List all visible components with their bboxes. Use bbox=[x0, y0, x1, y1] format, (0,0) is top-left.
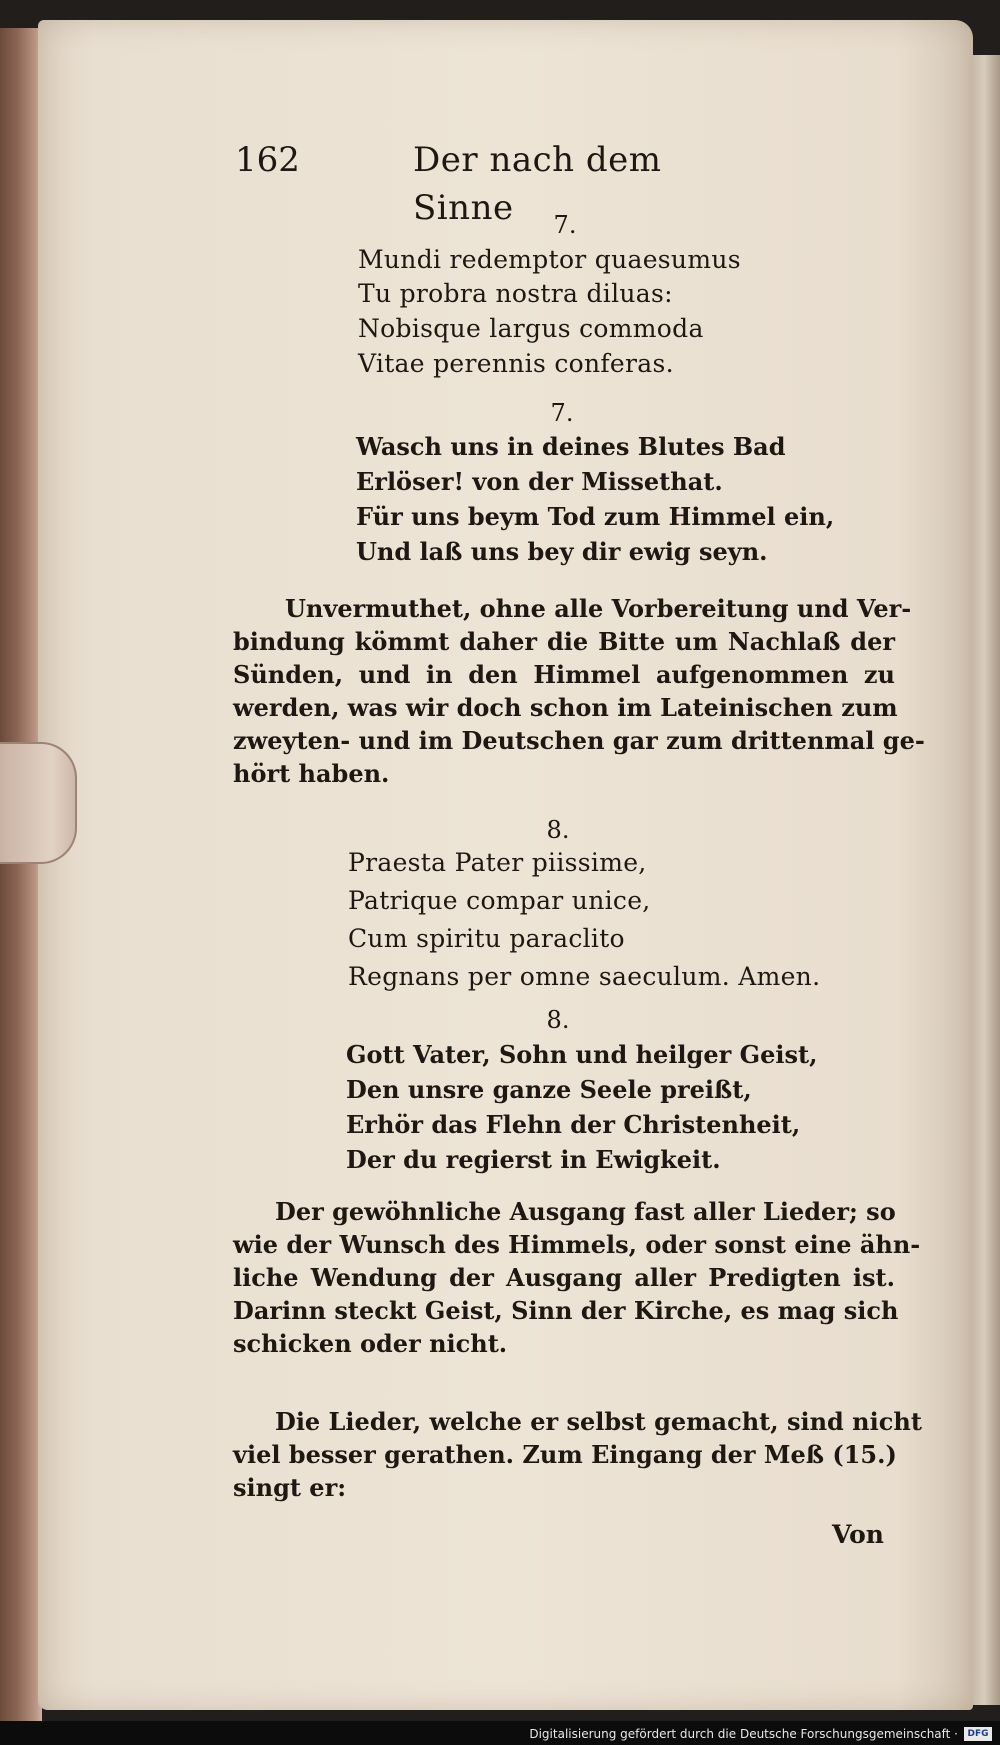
verse-line: Und laß uns bey dir ewig seyn. bbox=[356, 537, 768, 566]
paragraph-line: singt er: bbox=[233, 1473, 347, 1502]
dfg-logo: DFG bbox=[964, 1727, 992, 1741]
paragraph-line: Die Lieder, welche er selbst gemacht, sind nicht bbox=[275, 1407, 922, 1436]
page-number: 162 bbox=[235, 140, 300, 180]
book-clasp bbox=[0, 742, 77, 864]
verse-line: Cum spiritu paraclito bbox=[348, 924, 625, 953]
verse-line: Regnans per omne saeculum. Amen. bbox=[348, 962, 821, 991]
book-cover-edge bbox=[0, 28, 42, 1723]
paragraph-line: Darinn steckt Geist, Sinn der Kirche, es mag sich bbox=[233, 1296, 899, 1325]
commentary-paragraph bbox=[233, 592, 925, 790]
paragraph-line: bindung kömmt daher die Bitte um Nachlaß der bbox=[233, 627, 895, 656]
verse-line: Erlöser! von der Missethat. bbox=[356, 467, 723, 496]
running-title: Der nach dem Sinne bbox=[413, 140, 662, 228]
verse-line: Den unsre ganze Seele preißt, bbox=[346, 1075, 752, 1104]
catchword: Von bbox=[832, 1520, 884, 1549]
stanza-number: 7. bbox=[550, 399, 574, 427]
verse-line: Vitae perennis conferas. bbox=[358, 349, 674, 378]
verse-line: Gott Vater, Sohn und heilger Geist, bbox=[346, 1040, 818, 1069]
verse-line: Der du regierst in Ewigkeit. bbox=[346, 1145, 721, 1174]
verse-line: Patrique compar unice, bbox=[348, 886, 651, 915]
stanza-number: 8. bbox=[546, 1006, 570, 1034]
stanza-number: 7. bbox=[553, 211, 577, 239]
paragraph-line: Unvermuthet, ohne alle Vorbereitung und Ver- bbox=[285, 594, 912, 623]
footer-bar bbox=[0, 1721, 1000, 1745]
digitization-credit: Digitalisierung gefördert durch die Deutsche Forschungsgemeinschaft · bbox=[529, 1727, 958, 1741]
paragraph-line: werden, was wir doch schon im Lateinischen zum bbox=[233, 693, 898, 722]
verse-line: Erhör das Flehn der Christenheit, bbox=[346, 1110, 801, 1139]
commentary-paragraph bbox=[233, 1195, 921, 1360]
verse-line: Nobisque largus commoda bbox=[358, 314, 704, 343]
verse-line: Mundi redemptor quaesumus bbox=[358, 245, 741, 274]
commentary-paragraph bbox=[233, 1405, 922, 1504]
paragraph-line: viel besser gerathen. Zum Eingang der Meß (15.) bbox=[233, 1440, 897, 1469]
paragraph-line: zweyten- und im Deutschen gar zum drittenmal ge- bbox=[233, 726, 925, 755]
paragraph-line: wie der Wunsch des Himmels, oder sonst eine ähn- bbox=[233, 1230, 921, 1259]
paragraph-line: liche Wendung der Ausgang aller Predigten ist. bbox=[233, 1263, 895, 1292]
paragraph-line: hört haben. bbox=[233, 759, 390, 788]
paragraph-line: Sünden, und in den Himmel aufgenommen zu bbox=[233, 660, 895, 689]
verse-line: Für uns beym Tod zum Himmel ein, bbox=[356, 502, 835, 531]
verse-line: Wasch uns in deines Blutes Bad bbox=[356, 432, 786, 461]
paragraph-line: schicken oder nicht. bbox=[233, 1329, 508, 1358]
verse-line: Tu probra nostra diluas: bbox=[358, 279, 673, 308]
stanza-number: 8. bbox=[546, 816, 570, 844]
running-head bbox=[235, 136, 755, 228]
paragraph-line: Der gewöhnliche Ausgang fast aller Lieder; so bbox=[275, 1197, 896, 1226]
verse-line: Praesta Pater piissime, bbox=[348, 848, 647, 877]
